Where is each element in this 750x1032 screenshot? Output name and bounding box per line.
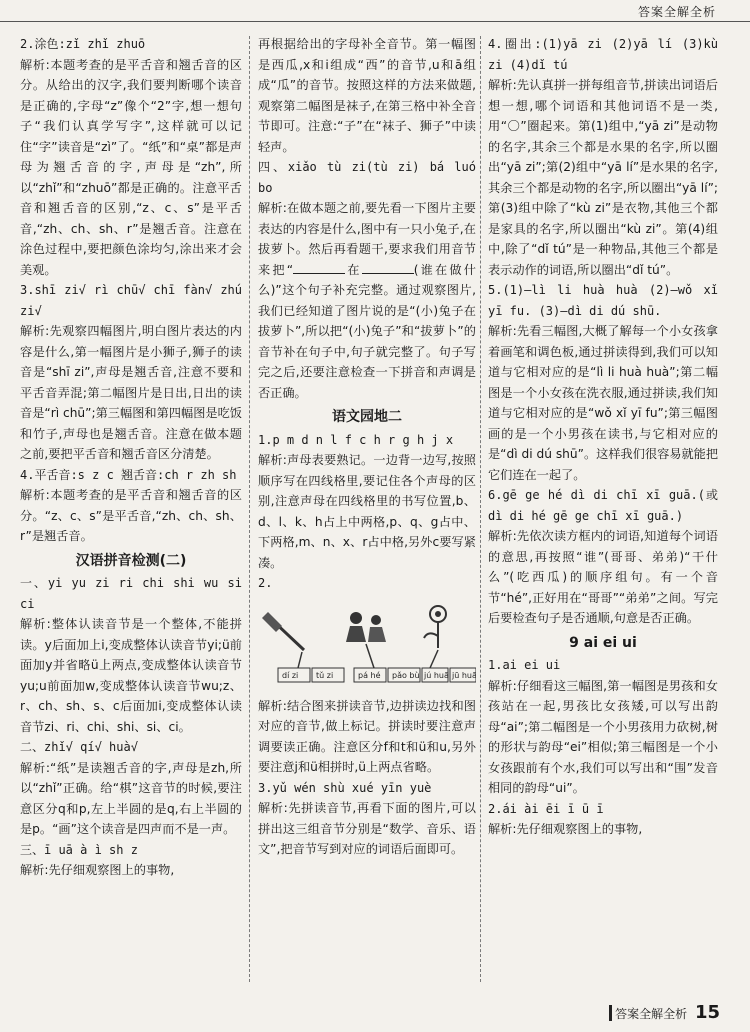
answer-analysis: 解析:先认真拼一拼每组音节,拼读出词语后想一想,哪个词语和其他词语不是一类,用“〇”圈起来。第(1)组中,“yā zi”是动物的名字,其余三个都是水果的名字,所以圈出“yā zi”;第(2)组中“yā lí”是水果的名字,其余三个都是动物的名字,所以圈出“yā lí”;第(3)组中除了“kù zi”是衣物,其他三个都是家具的名字,所以圈出“kù zi”。第(4)组中,除了“dǐ tú”是一种物品,其他三个都是表示动作的词语,所以圈出“dǐ tú”。 (488, 78, 718, 277)
column-3 (488, 34, 718, 840)
answer-analysis: 解析:先拼读音节,再看下面的图片,可以拼出这三组音节分别是“数学、音乐、语文”,把音节写到对应的词语后面即可。 (258, 801, 476, 856)
section-title: 汉语拼音检测(二) (75, 552, 187, 569)
column-2 (258, 34, 476, 860)
answer-analysis: 再根据给出的字母补全音节。第一幅图是西瓜,x和i组成“西”的音节,u和ā组成“瓜”的音节。按照这样的方法来做题,观察第二幅图是袜子,在第三格中补全音节即可。注意:“子”在“袜子、狮子”中读轻声。 (258, 37, 476, 154)
column-divider (249, 36, 250, 982)
analysis-text: (谁在做什么)”这个句子补充完整。通过观察图片,我们已经知道了图片说的是“(小)兔子在拔萝卜”,所以把“(小)兔子”和“拔萝卜”的音节补在句子中,句子就完整了。句子写完之后,还要注意检查一下拼音和声调是否正确。 (258, 262, 476, 400)
answer-head: 1.ai ei ui (488, 658, 561, 672)
header-title: 答案全解全析 (637, 5, 716, 19)
answer-head: 1.p m d n l f c h r g h j x (258, 432, 454, 447)
rake-icon (262, 612, 304, 650)
answer-analysis: 解析:本题考查的是平舌音和翘舌音的区分。从给出的汉字,我们要判断哪个读音是正确的,字母“z”像个“2”字,想一想句子“我们认真学写字”,这样就可以记住“字”读音是“zì”了。“纸”和“桌”都是声母为翘舌音的字,声母是“zh”,所以“zhǐ”和“zhuō”都是正确的。注意平舌音和翘舌音的区别,“z、c、s”是平舌音,“zh、ch、sh、r”是翘舌音。注意在涂色过程中,要把颜色涂均匀,涂出来才会美观。 (20, 57, 242, 277)
answer-analysis: 解析:先看三幅图,大概了解每一个小女孩拿着画笔和调色板,通过拼读得到,我们可以知道与它相对应的是“lì li huà huà”;第二幅图是一个小女孩在洗衣服,通过拼读,我们知道与它相对应的是“wǒ xǐ yī fu”;第三幅图画的是一个小男孩在读书,与它相对应的是“dì di dú shū”。这样我们很容易就能把它们连在一起了。 (488, 324, 719, 482)
footer-title: 答案全解全析 (615, 1007, 688, 1021)
answer-head: 一、yi yu zi ri chi shi wu si ci (20, 576, 242, 611)
answer-analysis: 解析:结合图来拼读音节,边拼读边找和图对应的音节,做上标记。拼读时要注意声调要读正确。注意区分f和t和ü和u,另外要注意j和ü相拼时,ü上两点省略。 (258, 698, 476, 774)
section-title: 9 ai ei ui (569, 634, 637, 651)
answer-head: 4.圈出:(1)yā zi (2)yā lí (3)kù zi (4)dǐ tú (488, 37, 718, 72)
answer-head: 3.yǔ wén shù xué yīn yuè (258, 780, 432, 795)
column-1 (20, 34, 242, 881)
fill-blank (293, 261, 345, 274)
answer-analysis: 解析:先依次读方框内的词语,知道每个词语的意思,再按照“谁”(哥哥、弟弟)“干什么”(吃西瓜)的顺序组句。有一个音节“hé”,正好用在“哥哥”“弟弟”之间。写完后要检查句子是否通顺,句意是否正确。 (488, 529, 718, 625)
running-kids-icon (346, 612, 386, 642)
column-divider (480, 36, 481, 982)
answer-head: 6.gē ge hé dì di chī xī guā.(或dì di hé gē ge chī xī guā.) (488, 488, 718, 523)
page-footer (615, 1002, 720, 1024)
answer-analysis (258, 198, 476, 403)
analysis-text: 解析:在做本题之前,要先看一下图片主要表达的内容是什么,图中有一只小兔子,在拔萝卜。然后再看题干,要求我们用音节来把“ (258, 201, 476, 277)
syllable-label: jū huā (452, 670, 476, 680)
page-number: 15 (694, 1002, 720, 1023)
syllable-label: dí zi (282, 670, 299, 680)
header-rule (0, 21, 750, 22)
answer-analysis: 解析:“纸”是读翘舌音的字,声母是zh,所以“zhǐ”正确。给“棋”这音节的时候,要注意区分q和p,左上半圆的是q,右上半圆的是p。“画”这个读音是四声而不是一声。 (20, 760, 242, 836)
connector-line (298, 652, 302, 668)
connector-line (430, 650, 438, 668)
connector-line (366, 644, 374, 668)
answer-analysis: 解析:整体认读音节是一个整体,不能拼读。y后面加上i,变成整体认读音节yi;ü前面加y并省略ü上两点,变成整体认读音节yu;u前面加w,变成整体认读音节wu;z、r、ch、sh、s、c后面加i,变成整体认读音节zi、ri、chi、shi、si、ci。 (20, 617, 242, 734)
answer-head: 2.涂色:zǐ zhǐ zhuō (20, 37, 146, 51)
answer-analysis: 解析:先观察四幅图片,明白图片表达的内容是什么,第一幅图片是小狮子,狮子的读音是“shī zi”,声母是翘舌音,注意不要和平舌音弄混;第二幅图片是日出,日出的读音是“rì chū”;第三幅图和第四幅图是吃饭和竹子,声母也是翘舌音。注意在做本题之前,要把平舌音和翘舌音区分清楚。 (20, 324, 242, 461)
analysis-text: 在 (345, 262, 362, 277)
answer-head: 5.(1)—lì li huà huà (2)—wǒ xǐ yī fu. (3)—dì di dú shū. (488, 283, 718, 318)
matching-illustration (258, 598, 476, 690)
fill-blank (362, 261, 414, 274)
answer-analysis: 解析:仔细看这三幅图,第一幅图是男孩和女孩站在一起,男孩比女孩矮,可以写出韵母“ai”;第二幅图是一个小男孩用力砍树,树的形状与韵母“ei”相似;第三幅图是一个小女孩跟前有个水,我们可以写出和“围”发音相同的韵母“ui”。 (488, 678, 718, 795)
answer-head: 3.shī zi√ rì chū√ chī fàn√ zhú zi√ (20, 283, 242, 318)
page-header (0, 0, 750, 22)
syllable-label: jú huā (424, 670, 449, 680)
footer-bar (609, 1005, 612, 1021)
flower-icon (424, 606, 446, 648)
section-title: 语文园地二 (332, 409, 402, 425)
syllable-label: pá hé (358, 670, 381, 680)
syllable-label: tǔ zi (316, 670, 334, 680)
answer-analysis: 解析:先仔细观察图上的事物, (488, 822, 643, 836)
answer-head: 四、xiǎo tù zi(tù zi) bá luó bo (258, 160, 476, 195)
answer-head: 2.ái ài ēi ī ū ī (488, 801, 604, 816)
answer-analysis: 解析:先仔细观察图上的事物, (20, 863, 175, 877)
answer-head: 4.平舌音:s z c 翘舌音:ch r zh sh (20, 467, 237, 482)
answer-analysis: 解析:本题考查的是平舌音和翘舌音的区分。“z、c、s”是平舌音,“zh、ch、sh、r”是翘舌音。 (20, 488, 242, 543)
syllable-label: pǎo bù (392, 670, 420, 680)
answer-head: 二、zhǐ√ qí√ huà√ (20, 740, 138, 754)
matching-figure (258, 598, 476, 690)
answer-head: 三、ī uā à ì sh z (20, 842, 138, 857)
answer-head: 2. (258, 576, 273, 590)
answer-analysis: 解析:声母表要熟记。一边背一边写,按照顺序写在四线格里,要记住各个声母的区别,注意声母在四线格里的书写位置,b、d、l、k、h占上中两格,p、q、g占中、下两格,m、n、x、r占中格,另外c要写紧凑。 (258, 453, 476, 570)
